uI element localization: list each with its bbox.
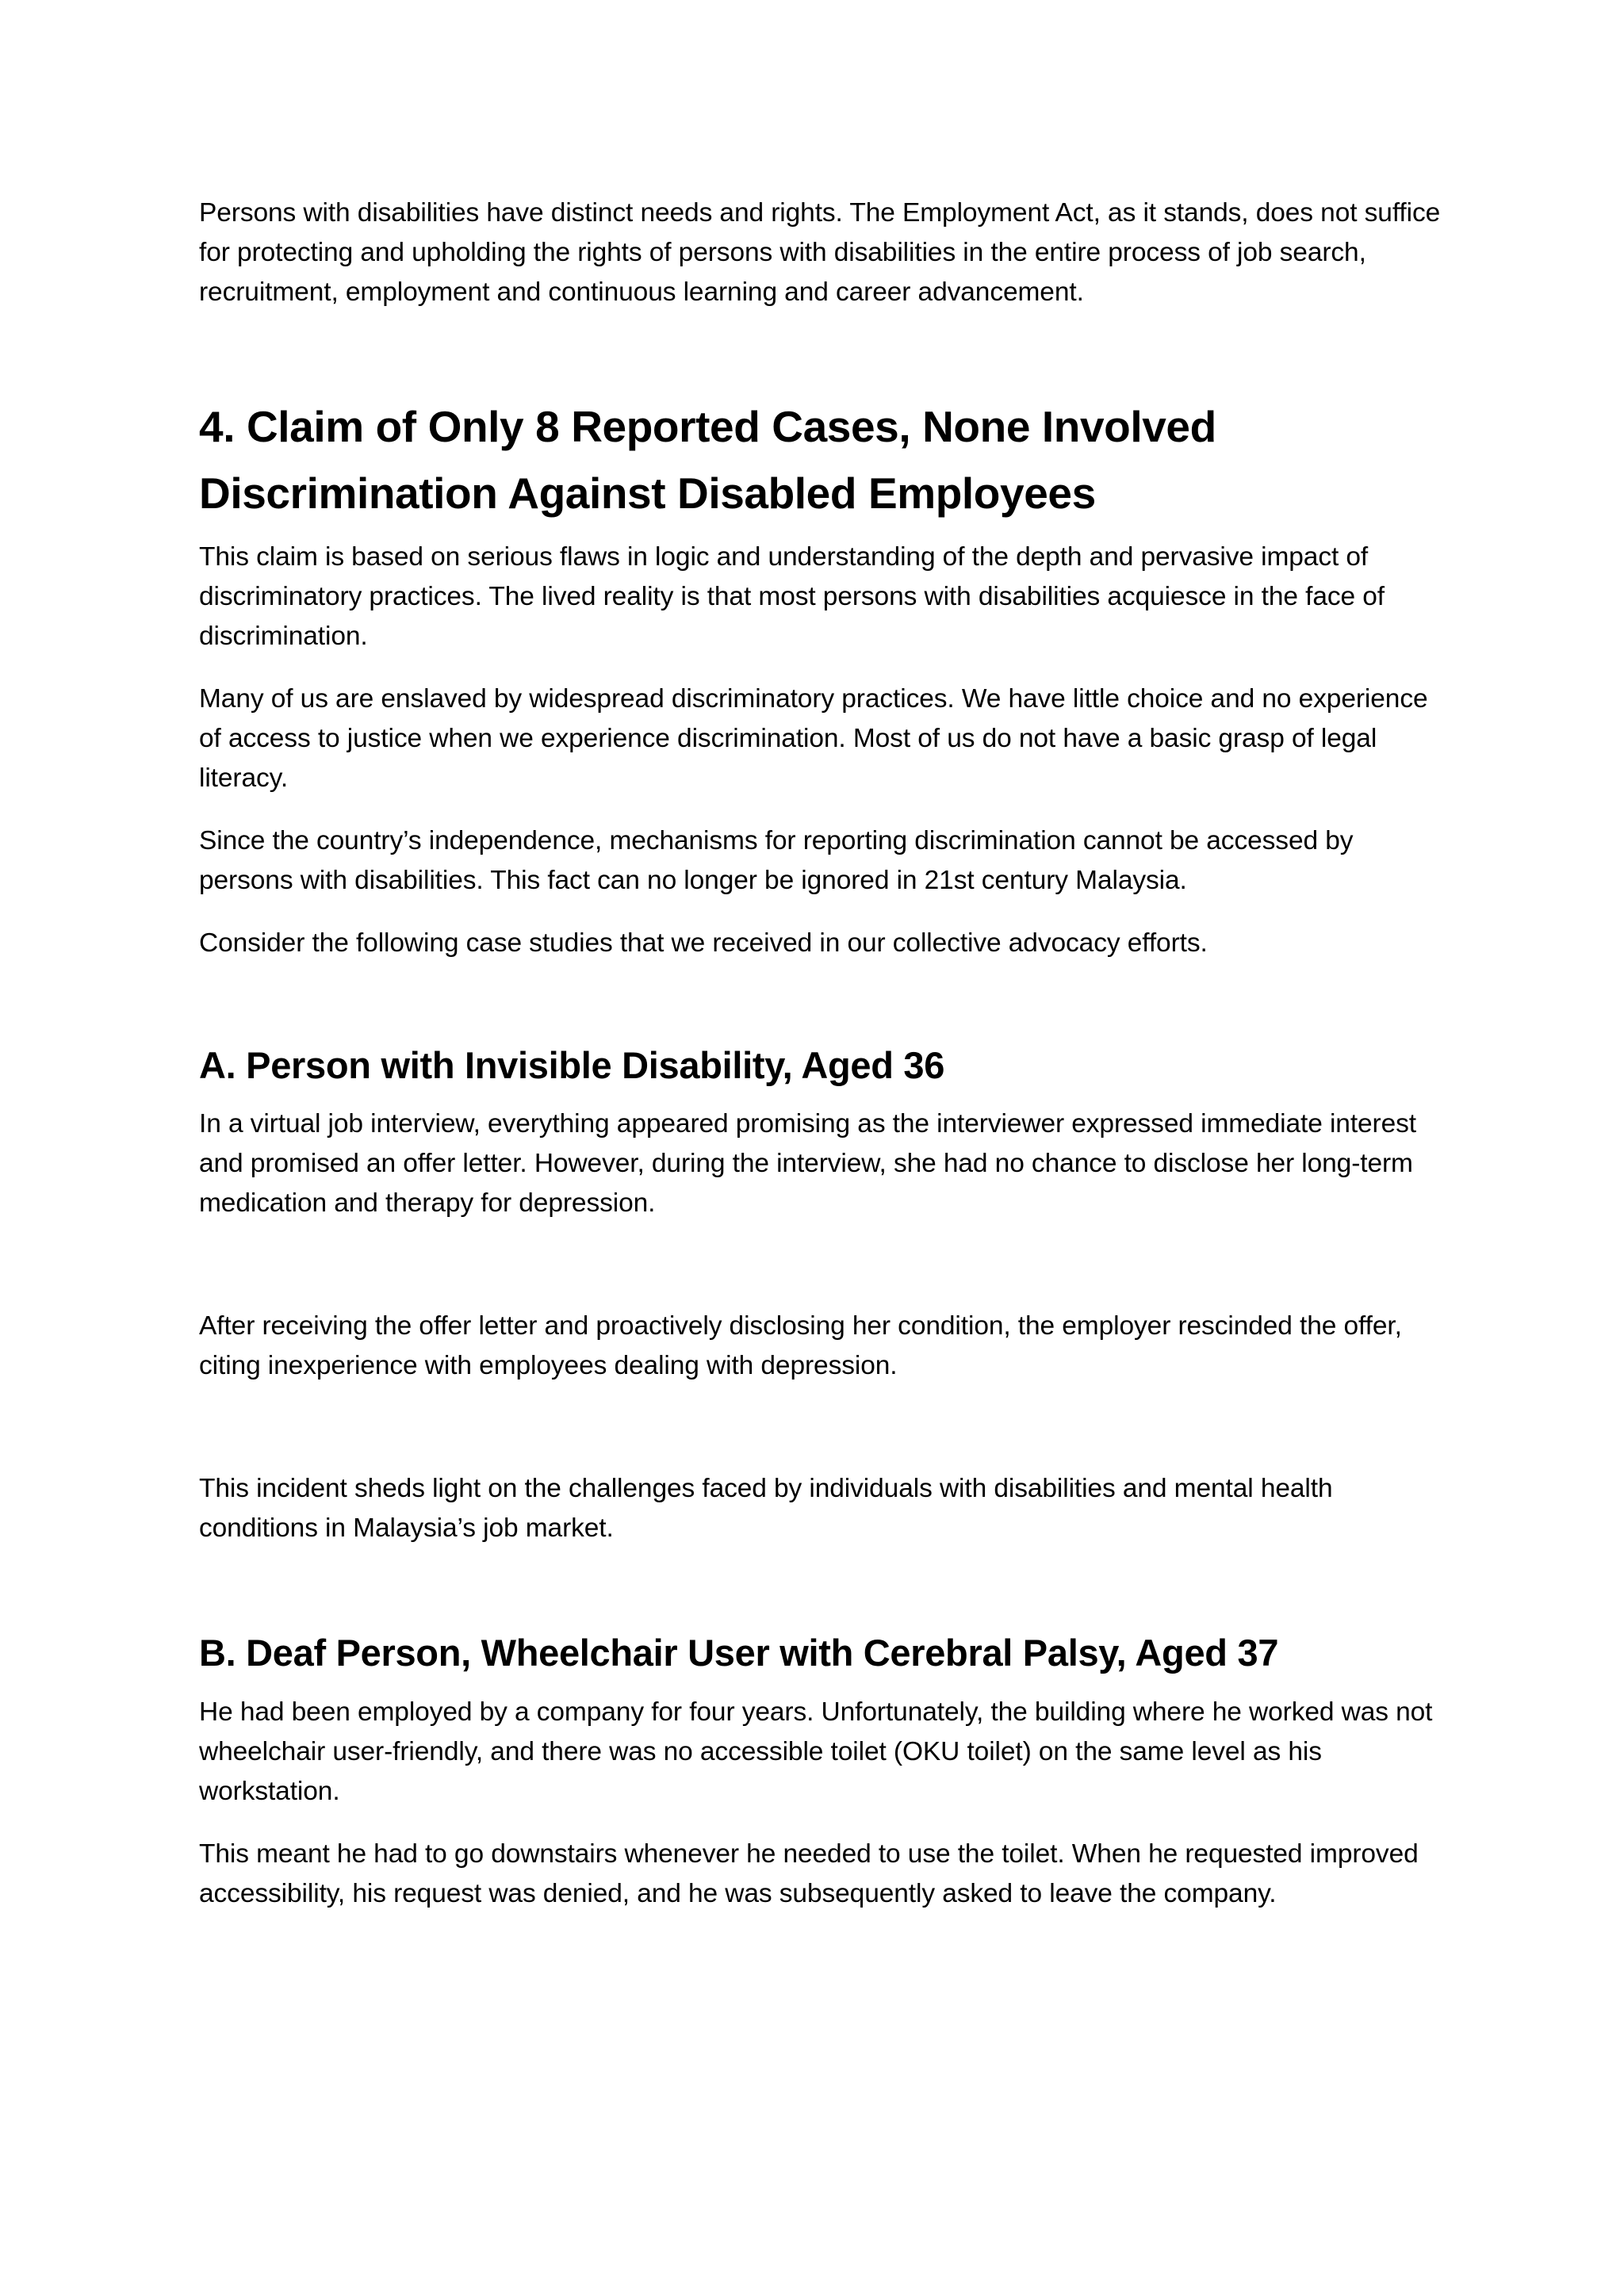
section-4-paragraph-4: Consider the following case studies that we received in our collective advocacy efforts. — [199, 928, 1208, 958]
document-page — [199, 193, 1452, 1914]
section-4-paragraph-2: Many of us are enslaved by widespread discriminatory practices. We have little choice and no experience of access to justice when we experience discrimination. Most of us do not have a basic grasp of legal literacy. — [199, 684, 1428, 793]
intro-paragraph: Persons with disabilities have distinct needs and rights. The Employment Act, as it stands, does not suffice for protecting and upholding the rights of persons with disabilities in the entire process of job search, recruitment, employment and continuous learning and career advancement. — [199, 198, 1441, 307]
section-4-heading: 4. Claim of Only 8 Reported Cases, None Involved Discrimination Against Disabled Employees — [199, 402, 1216, 518]
case-a-paragraph-1: In a virtual job interview, everything appeared promising as the interviewer expressed immediate interest and promised an offer letter. However, during the interview, she had no chance to disclose her long-term medication and therapy for depression. — [199, 1109, 1416, 1218]
case-b-paragraph-2: This meant he had to go downstairs whenever he needed to use the toilet. When he requested improved accessibility, his request was denied, and he was subsequently asked to leave the company. — [199, 1839, 1419, 1908]
case-b-heading: B. Deaf Person, Wheelchair User with Cerebral Palsy, Aged 37 — [199, 1632, 1279, 1674]
section-4-paragraph-1: This claim is based on serious flaws in logic and understanding of the depth and pervasive impact of discriminatory practices. The lived reality is that most persons with disabilities acquiesce in the face of discrimination. — [199, 542, 1385, 651]
case-a-paragraph-3: This incident sheds light on the challenges faced by individuals with disabilities and mental health conditions in Malaysia’s job market. — [199, 1474, 1333, 1543]
case-a-paragraph-2: After receiving the offer letter and proactively disclosing her condition, the employer rescinded the offer, citing inexperience with employees dealing with depression. — [199, 1311, 1402, 1380]
case-b-paragraph-1: He had been employed by a company for four years. Unfortunately, the building where he worked was not wheelchair user-friendly, and there was no accessible toilet (OKU toilet) on the same level as his workstation. — [199, 1697, 1433, 1806]
case-a-heading: A. Person with Invisible Disability, Aged 36 — [199, 1044, 945, 1086]
section-4-paragraph-3: Since the country’s independence, mechanisms for reporting discrimination cannot be accessed by persons with disabilities. This fact can no longer be ignored in 21st century Malaysia. — [199, 826, 1354, 895]
